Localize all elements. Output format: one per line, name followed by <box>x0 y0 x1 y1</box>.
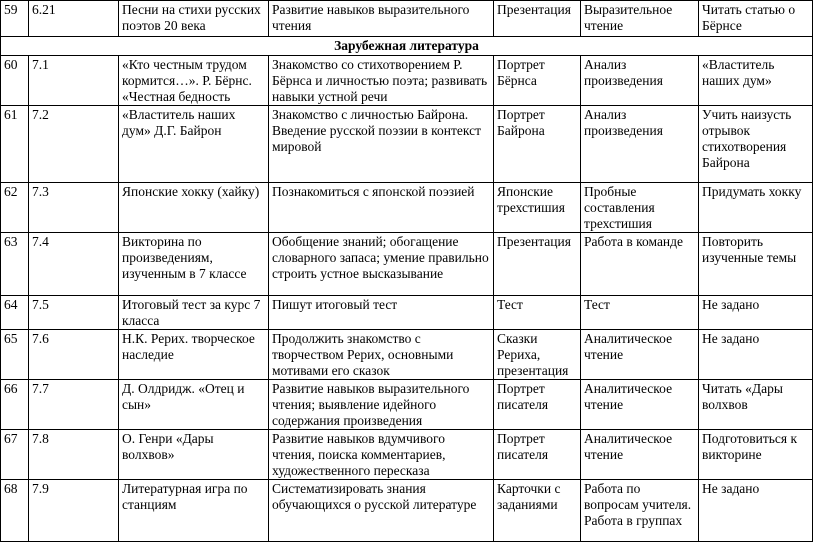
lesson-code: 7.6 <box>29 330 119 380</box>
lesson-code: 7.1 <box>29 56 119 106</box>
lesson-topic: «Кто честным трудом кормится…». Р. Бёрнс. «Честная бедность <box>119 56 269 106</box>
lesson-activity: Работа в команде <box>581 233 699 296</box>
row-number: 61 <box>1 106 29 183</box>
lesson-goal: Развитие навыков выразительного чтения <box>269 1 494 37</box>
table-row <box>1 1 813 37</box>
lesson-code: 7.5 <box>29 296 119 330</box>
lesson-activity: Выразительное чтение <box>581 1 699 37</box>
lesson-goal: Знакомство со стихотворением Р. Бёрнса и личностью поэта; развивать навыки устной речи <box>269 56 494 106</box>
table-row <box>1 480 813 542</box>
lesson-topic: «Властитель наших дум» Д.Г. Байрон <box>119 106 269 183</box>
row-number: 63 <box>1 233 29 296</box>
lesson-means: Сказки Рериха, презентация <box>494 330 581 380</box>
lesson-goal: Знакомство с личностью Байрона. Введение русской поэзии в контекст мировой <box>269 106 494 183</box>
lesson-goal: Пишут итоговый тест <box>269 296 494 330</box>
lesson-means: Портрет писателя <box>494 430 581 480</box>
lesson-activity: Работа по вопросам учителя. Работа в группах <box>581 480 699 542</box>
row-number: 65 <box>1 330 29 380</box>
lesson-code: 7.8 <box>29 430 119 480</box>
lesson-goal: Познакомиться с японской поэзией <box>269 183 494 233</box>
lesson-activity: Тест <box>581 296 699 330</box>
lesson-topic: Н.К. Рерих. творческое наследие <box>119 330 269 380</box>
lesson-homework: Читать статью о Бёрнсе <box>699 1 813 37</box>
table-row <box>1 183 813 233</box>
lesson-activity: Аналитическое чтение <box>581 380 699 430</box>
lesson-topic: Д. Олдридж. «Отец и сын» <box>119 380 269 430</box>
lesson-homework: Читать «Дары волхвов <box>699 380 813 430</box>
lesson-activity: Аналитическое чтение <box>581 330 699 380</box>
lesson-activity: Пробные составления трехстишия <box>581 183 699 233</box>
lesson-code: 7.7 <box>29 380 119 430</box>
lesson-homework: Не задано <box>699 480 813 542</box>
section-row <box>1 37 813 56</box>
row-number: 67 <box>1 430 29 480</box>
lesson-homework: Повторить изученные темы <box>699 233 813 296</box>
row-number: 64 <box>1 296 29 330</box>
lesson-goal: Систематизировать знания обучающихся о русской литературе <box>269 480 494 542</box>
row-number: 60 <box>1 56 29 106</box>
lesson-goal: Продолжить знакомство с творчеством Рерих, основными мотивами его сказок <box>269 330 494 380</box>
lesson-activity: Анализ произведения <box>581 106 699 183</box>
lesson-code: 6.21 <box>29 1 119 37</box>
lesson-homework: Не задано <box>699 296 813 330</box>
table-row <box>1 380 813 430</box>
table-row <box>1 296 813 330</box>
lesson-topic: Итоговый тест за курс 7 класса <box>119 296 269 330</box>
lesson-code: 7.9 <box>29 480 119 542</box>
lesson-means: Портрет Бёрнса <box>494 56 581 106</box>
lesson-goal: Обобщение знаний; обогащение словарного запаса; умение правильно строить устное высказывание <box>269 233 494 296</box>
lesson-topic: Песни на стихи русских поэтов 20 века <box>119 1 269 37</box>
lesson-means: Карточки с заданиями <box>494 480 581 542</box>
section-title: Зарубежная литература <box>1 37 813 56</box>
lesson-homework: Не задано <box>699 330 813 380</box>
lesson-homework: Учить наизусть отрывок стихотворения Байрона <box>699 106 813 183</box>
table-row <box>1 56 813 106</box>
lesson-goal: Развитие навыков выразительного чтения; выявление идейного содержания произведения <box>269 380 494 430</box>
row-number: 68 <box>1 480 29 542</box>
lesson-means: Портрет Байрона <box>494 106 581 183</box>
lesson-means: Тест <box>494 296 581 330</box>
table-row <box>1 330 813 380</box>
lesson-code: 7.4 <box>29 233 119 296</box>
lesson-activity: Анализ произведения <box>581 56 699 106</box>
lesson-homework: «Властитель наших дум» <box>699 56 813 106</box>
lesson-activity: Аналитическое чтение <box>581 430 699 480</box>
lesson-means: Портрет писателя <box>494 380 581 430</box>
lesson-code: 7.2 <box>29 106 119 183</box>
lesson-goal: Развитие навыков вдумчивого чтения, поиска комментариев, художественного пересказа <box>269 430 494 480</box>
lesson-means: Презентация <box>494 1 581 37</box>
lesson-topic: Литературная игра по станциям <box>119 480 269 542</box>
row-number: 62 <box>1 183 29 233</box>
lesson-homework: Подготовиться к викторине <box>699 430 813 480</box>
lesson-homework: Придумать хокку <box>699 183 813 233</box>
table-row <box>1 233 813 296</box>
lesson-topic: Японские хокку (хайку) <box>119 183 269 233</box>
row-number: 59 <box>1 1 29 37</box>
lesson-topic: О. Генри «Дары волхвов» <box>119 430 269 480</box>
lesson-code: 7.3 <box>29 183 119 233</box>
lesson-topic: Викторина по произведениям, изученным в 7 классе <box>119 233 269 296</box>
lesson-means: Японские трехстишия <box>494 183 581 233</box>
table-row <box>1 106 813 183</box>
table-row <box>1 430 813 480</box>
row-number: 66 <box>1 380 29 430</box>
lesson-means: Презентация <box>494 233 581 296</box>
